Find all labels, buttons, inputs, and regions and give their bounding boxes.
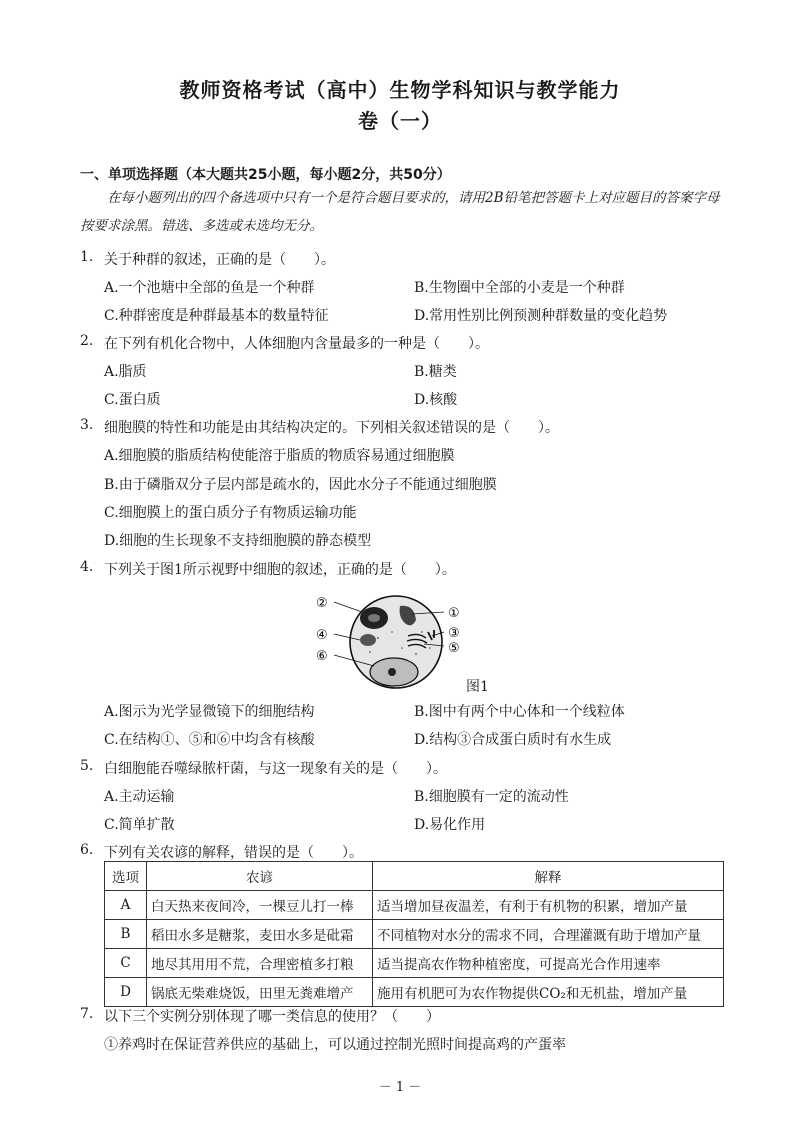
q3-option-d: D.细胞的生长现象不支持细胞膜的静态模型: [104, 533, 372, 549]
question-number: 1.: [80, 249, 94, 265]
table-header: 选项: [105, 862, 147, 891]
q4-option-b: B.图中有两个中心体和一个线粒体: [414, 704, 625, 720]
question-1-stem: 关于种群的叙述，正确的是（ ）。: [104, 252, 335, 268]
table-cell: 适当提高农作物种植密度，可提高光合作用速率: [373, 949, 724, 978]
question-7-stem: 以下三个实例分别体现了哪一类信息的使用？（ ）: [104, 1009, 440, 1025]
table-cell: 稻田水多是糖浆，麦田水多是砒霜: [147, 920, 373, 949]
question-7-number: 7.: [80, 1006, 94, 1022]
q4-option-d: D.结构③合成蛋白质时有水生成: [414, 732, 612, 748]
table-cell: A: [105, 891, 147, 920]
q3-option-b: B.由于磷脂双分子层内部是疏水的，因此水分子不能通过细胞膜: [104, 477, 497, 493]
figure-label-2: ②: [316, 596, 328, 611]
q1-option-c: C.种群密度是种群最基本的数量特征: [104, 308, 329, 324]
table-cell: 白天热来夜间冷，一棵豆儿打一棒: [147, 891, 373, 920]
table-row: [105, 920, 724, 949]
q4-option-a: A.图示为光学显微镜下的细胞结构: [104, 704, 315, 720]
table-cell: D: [105, 978, 147, 1007]
organelle-4: [360, 634, 376, 646]
question-5-stem: 白细胞能吞噬绿脓杆菌，与这一现象有关的是（ ）。: [104, 761, 447, 777]
q2-option-b: B.糖类: [414, 364, 457, 380]
question-4-stem: 下列关于图1所示视野中细胞的叙述，正确的是（ ）。: [104, 562, 456, 578]
question-6-stem: 下列有关农谚的解释，错误的是（ ）。: [104, 845, 363, 861]
nucleolus: [388, 668, 396, 676]
figure-label-1: ①: [448, 606, 460, 621]
q2-option-d: D.核酸: [414, 392, 458, 408]
q5-option-b: B.细胞膜有一定的流动性: [414, 789, 569, 805]
question-3-stem: 细胞膜的特性和功能是由其结构决定的。下列相关叙述错误的是（ ）。: [104, 420, 559, 436]
table-header: 解释: [373, 862, 724, 891]
cell-micrograph-figure: [312, 592, 472, 692]
q1-option-a: A.一个池塘中全部的鱼是一个种群: [104, 280, 315, 296]
section-instructions: 在每小题列出的四个备选项中只有一个是符合题目要求的，请用2B铅笔把答题卡上对应题目的答案字母按要求涂黑。错选、多选或未选均无分。: [80, 190, 720, 234]
figure-label-6: ⑥: [316, 649, 328, 664]
question-6-number: 6.: [80, 842, 94, 858]
page-number: － 1 －: [378, 1080, 422, 1095]
q5-option-d: D.易化作用: [414, 817, 486, 833]
q3-option-c: C.细胞膜上的蛋白质分子有物质运输功能: [104, 505, 357, 521]
q4-option-c: C.在结构①、⑤和⑥中均含有核酸: [104, 732, 315, 748]
figure-label-4: ④: [316, 628, 328, 643]
question-4-number: 4.: [80, 559, 94, 575]
question-2-number: 2.: [80, 333, 94, 349]
table-cell: 施用有机肥可为农作物提供CO₂和无机盐，增加产量: [373, 978, 724, 1007]
q1-option-b: B.生物圈中全部的小麦是一个种群: [414, 280, 625, 296]
figure-label-3: ③: [448, 626, 460, 641]
exam-title: 教师资格考试（高中）生物学科知识与教学能力: [179, 78, 621, 102]
q1-option-d: D.常用性别比例预测种群数量的变化趋势: [414, 308, 668, 324]
table-cell: 不同植物对水分的需求不同，合理灌溉有助于增加产量: [373, 920, 724, 949]
figure-label-5: ⑤: [448, 641, 460, 656]
q5-option-c: C.简单扩散: [104, 817, 175, 833]
q2-option-a: A.脂质: [104, 364, 147, 380]
exam-subtitle: 卷（一）: [358, 109, 442, 133]
question-3-number: 3.: [80, 417, 94, 433]
table-cell: 适当增加昼夜温差，有利于有机物的积累，增加产量: [373, 891, 724, 920]
table-cell: 锅底无柴难烧饭，田里无粪难增产: [147, 978, 373, 1007]
question-2-stem: 在下列有机化合物中，人体细胞内含量最多的一种是（ ）。: [104, 336, 489, 352]
table-row: [105, 978, 724, 1007]
table-header: 农谚: [147, 862, 373, 891]
table-cell: B: [105, 920, 147, 949]
proverb-table: [104, 861, 724, 1007]
table-header-row: [105, 862, 724, 891]
q2-option-c: C.蛋白质: [104, 392, 161, 408]
q5-option-a: A.主动运输: [104, 789, 175, 805]
table-cell: C: [105, 949, 147, 978]
figure-caption: 图1: [466, 679, 489, 695]
section-heading: 一、单项选择题（本大题共25小题，每小题2分，共50分）: [80, 167, 451, 183]
table-row: [105, 949, 724, 978]
table-row: [105, 891, 724, 920]
table-cell: 地尽其用用不荒，合理密植多打粮: [147, 949, 373, 978]
question-5-number: 5.: [80, 758, 94, 774]
q7-item-1: ①养鸡时在保证营养供应的基础上，可以通过控制光照时间提高鸡的产蛋率: [104, 1037, 566, 1053]
q3-option-a: A.细胞膜的脂质结构使能溶于脂质的物质容易通过细胞膜: [104, 448, 455, 464]
